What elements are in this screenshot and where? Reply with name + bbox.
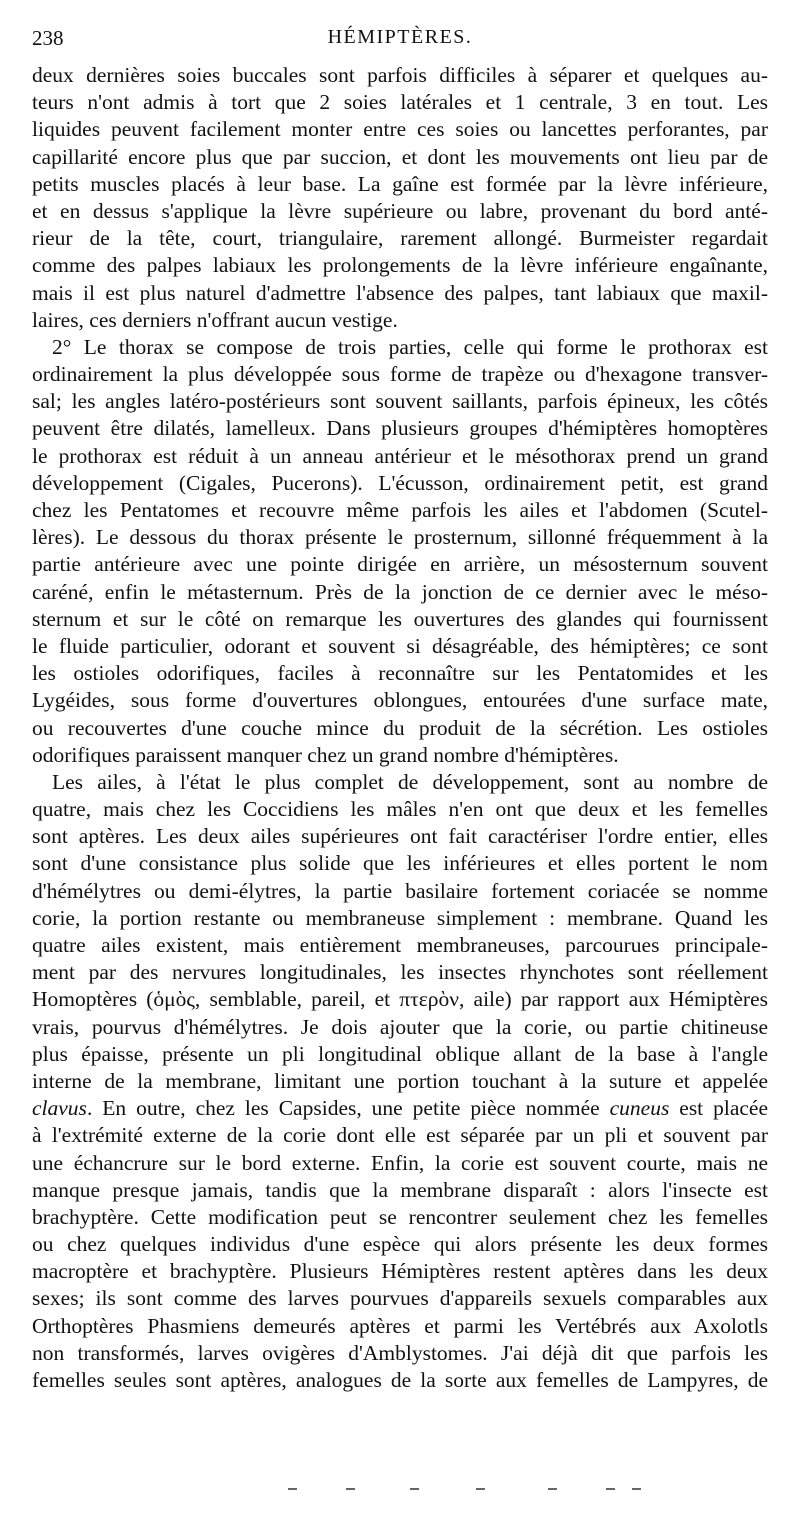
- footer-marks: [280, 1484, 640, 1492]
- page-number: 238: [32, 26, 64, 50]
- text-line: sont d'une consistance plus solide que les inférieures et elles portent le nom: [32, 851, 768, 876]
- text-line: ou chez quelques individus d'une espèce qui alors présente les deux formes: [32, 1232, 768, 1257]
- text-line: plus épaisse, présente un pli longitudinal oblique allant de la base à l'angle: [32, 1041, 768, 1066]
- footer-dash-mark: [346, 1488, 355, 1490]
- text-line: Homoptères (ὁμὸς, semblable, pareil, et πτερὸν, aile) par rapport aux Hémiptères: [32, 987, 768, 1012]
- text-line: partie antérieure avec une pointe dirigée en arrière, un mésosternum souvent: [32, 552, 768, 577]
- text-line: ou recouvertes d'une couche mince du produit de la sécrétion. Les ostioles: [32, 715, 768, 740]
- running-title: HÉMIPTÈRES.: [327, 26, 473, 48]
- text-line: développement (Cigales, Pucerons). L'écusson, ordinairement petit, est grand: [32, 470, 768, 495]
- text-line: Les ailes, à l'état le plus complet de développement, sont au nombre de: [52, 769, 768, 794]
- text-line: d'hémélytres ou demi-élytres, la partie basilaire fortement coriacée se nomme: [32, 878, 768, 903]
- text-line: à l'extrémité externe de la corie dont elle est séparée par un pli et souvent par: [32, 1123, 768, 1148]
- text-line: et en dessus s'applique la lèvre supérieure ou labre, provenant du bord anté-: [32, 198, 768, 223]
- text-line: le prothorax est réduit à un anneau antérieur et le mésothorax prend un grand: [32, 443, 768, 468]
- footer-dash-mark: [410, 1488, 419, 1490]
- page-header: [32, 26, 768, 56]
- text-line: 2° Le thorax se compose de trois parties, celle qui forme le prothorax est: [52, 334, 768, 359]
- text-line: brachyptère. Cette modification peut se rencontrer seulement chez les femelles: [32, 1204, 768, 1229]
- paragraph: [32, 62, 768, 334]
- text-line: mais il est plus naturel d'admettre l'absence des palpes, tant labiaux que maxil-: [32, 280, 768, 305]
- text-line: vrais, pourvus d'hémélytres. Je dois ajouter que la corie, ou partie chitineuse: [32, 1014, 768, 1039]
- text-line: macroptère et brachyptère. Plusieurs Hémiptères restent aptères dans les deux: [32, 1259, 768, 1284]
- paragraph: [32, 334, 768, 769]
- text-line: laires, ces derniers n'offrant aucun vestige.: [32, 307, 398, 332]
- text-line: les ostioles odorifiques, faciles à reconnaître sur les Pentatomides et les: [32, 661, 768, 686]
- text-line: quatre ailes existent, mais entièrement membraneuses, parcourues principale-: [32, 933, 768, 957]
- footer-dash-mark: [548, 1488, 557, 1490]
- text-line: corie, la portion restante ou membraneuse simplement : membrane. Quand les: [32, 905, 768, 930]
- text-line: manque presque jamais, tandis que la membrane disparaît : alors l'insecte est: [32, 1177, 768, 1202]
- text-line: interne de la membrane, limitant une portion touchant à la suture et appelée: [32, 1068, 768, 1093]
- text-line: femelles seules sont aptères, analogues de la sorte aux femelles de Lampyres, de: [32, 1368, 768, 1392]
- text-line: le fluide particulier, odorant et souvent si désagréable, des hémiptères; ce sont: [32, 633, 768, 658]
- text-line: deux dernières soies buccales sont parfois difficiles à séparer et quelques au-: [32, 63, 768, 87]
- text-line: ment par des nervures longitudinales, les insectes rhynchotes sont réellement: [32, 960, 768, 985]
- text-line: quatre, mais chez les Coccidiens les mâles n'en ont que deux et les femelles: [32, 797, 768, 822]
- text-line: Lygéides, sous forme d'ouvertures oblongues, entourées d'une surface mate,: [32, 688, 768, 713]
- footer-dash-mark: [476, 1488, 485, 1490]
- text-line: petits muscles placés à leur base. La gaîne est formée par la lèvre inférieure,: [32, 171, 768, 196]
- text-line: odorifiques paraissent manquer chez un grand nombre d'hémiptères.: [32, 742, 619, 767]
- footer-dash-mark: [288, 1488, 297, 1490]
- text-line: sternum et sur le côté on remarque les ouvertures des glandes qui fournissent: [32, 606, 768, 631]
- footer-dash-mark: [632, 1488, 641, 1490]
- paragraph: [32, 769, 768, 1394]
- text-line: rieur de la tête, court, triangulaire, rarement allongé. Burmeister regardait: [32, 226, 768, 251]
- text-line: sal; les angles latéro-postérieurs sont souvent saillants, parfois épineux, les côtés: [32, 389, 768, 414]
- text-line: capillarité encore plus que par succion, et dont les mouvements ont lieu par de: [32, 144, 768, 169]
- text-line: teurs n'ont admis à tort que 2 soies latérales et 1 centrale, 3 en tout. Les: [32, 90, 768, 115]
- text-line: lères). Le dessous du thorax présente le prosternum, sillonné fréquemment à la: [32, 525, 768, 550]
- text-line: liquides peuvent facilement monter entre ces soies ou lancettes perforantes, par: [32, 117, 768, 142]
- body-text: [32, 62, 768, 1394]
- text-line: peuvent être dilatés, lamelleux. Dans plusieurs groupes d'hémiptères homoptères: [32, 416, 768, 441]
- text-line: chez les Pentatomes et recouvre même parfois les ailes et l'abdomen (Scutel-: [32, 498, 768, 522]
- text-line: Orthoptères Phasmiens demeurés aptères et parmi les Vertébrés aux Axolotls: [32, 1313, 768, 1338]
- text-line: sexes; ils sont comme des larves pourvues d'appareils sexuels comparables aux: [32, 1286, 768, 1311]
- text-line: non transformés, larves ovigères d'Amblystomes. J'ai déjà dit que parfois les: [32, 1340, 768, 1365]
- text-line: caréné, enfin le métasternum. Près de la jonction de ce dernier avec le méso-: [32, 579, 768, 604]
- text-line: comme des palpes labiaux les prolongements de la lèvre inférieure engaînante,: [32, 253, 768, 278]
- text-line: une échancrure sur le bord externe. Enfin, la corie est souvent courte, mais ne: [32, 1150, 768, 1175]
- text-line: sont aptères. Les deux ailes supérieures ont fait caractériser l'ordre entier, elles: [32, 824, 768, 849]
- text-line: clavus. En outre, chez les Capsides, une petite pièce nommée cuneus est placée: [32, 1096, 768, 1121]
- text-line: ordinairement la plus développée sous forme de trapèze ou d'hexagone transver-: [32, 362, 768, 387]
- footer-dash-mark: [606, 1488, 615, 1490]
